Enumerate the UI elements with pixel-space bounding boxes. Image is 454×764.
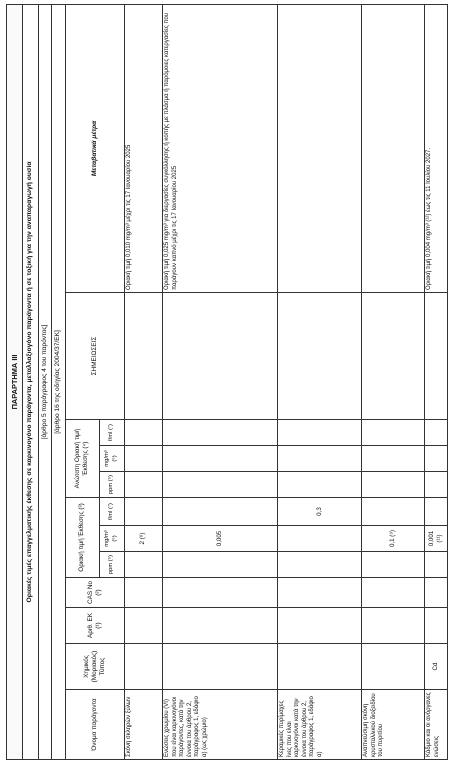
stel-mg-value (124, 446, 162, 472)
table-row (124, 4, 162, 759)
transitional-measure: Οριακή τιμή 0,025 mg/m³ για διεργασίες συγκόλλησης ή κοπής με πλάσμα ή παρόμοιες κατεργασίες που παράγουν καπνό μέχρι τις 17 Ιανουαρίου 2025 (163, 4, 278, 292)
oel-ppm-value (362, 552, 425, 578)
stel-mg-value (278, 446, 362, 472)
header-transitional: Μεταβατικά μέτρα (65, 4, 124, 292)
unit-stel-mg: mg/m³ (⁶) (99, 446, 124, 472)
ec-value (163, 608, 278, 644)
unit-stel-f: f/ml (⁷) (99, 420, 124, 446)
stel-f-value (278, 420, 362, 446)
cas-value (362, 578, 425, 608)
remarks-value (163, 293, 278, 420)
ec-value (425, 608, 448, 644)
chemical-formula (163, 644, 278, 690)
remarks-value (362, 293, 425, 420)
stel-ppm-value (124, 472, 162, 498)
remarks-value (124, 293, 162, 420)
transitional-measure: Οριακή τιμή 0,010 mg/m³ μέχρι τις 17 Ιανουαρίου 2025 (124, 4, 162, 292)
header-agent-name: Όνομα παράγοντα (65, 690, 124, 760)
header-cas-no: CAS No (²) (65, 578, 124, 608)
agent-name: Σκόνη σκληρών ξύλων (124, 690, 162, 760)
chemical-formula (278, 644, 362, 690)
unit-oel-mg: mg/m³ (⁶) (99, 526, 124, 552)
cas-value (278, 578, 362, 608)
reference-directive: [άρθρο 16 της οδηγίας 2004/37/ΕΚ] (52, 4, 66, 759)
header-ec-no: Αριθ. ΕΚ (¹) (65, 608, 124, 644)
table-row (278, 4, 362, 759)
stel-mg-value (425, 446, 448, 472)
header-remarks: ΣΗΜΕΙΩΣΕΙΣ (65, 293, 124, 420)
unit-oel-f: f/ml (⁷) (99, 498, 124, 526)
oel-ppm-value (278, 552, 362, 578)
agent-name: Αναπνεύσιμη σκόνη κρυσταλλικού διοξειδίου του πυριτίου (362, 690, 425, 760)
oel-f-value (362, 498, 425, 526)
agent-name: Κεραμικές πυρίμαχες ίνες που είναι καρκινογόνοι κατά την έννοια του άρθρου 2, παράγραφος 1, εδάφιο α) (278, 690, 362, 760)
chemical-formula (124, 644, 162, 690)
stel-ppm-value (163, 472, 278, 498)
annex-subtitle: Οριακές τιμές επαγγελματικής έκθεσης σε καρκινογόνο παράγοντα, μεταλλαξιογόνο παράγοντα ή σε τοξική για την αναπαραγωγή ουσία (22, 4, 38, 759)
stel-f-value (124, 420, 162, 446)
transitional-measure (278, 4, 362, 292)
oel-f-value (124, 498, 162, 526)
stel-ppm-value (278, 472, 362, 498)
oel-mg-value: 0,005 (163, 526, 278, 552)
header-oel: Οριακή τιμή Έκθεσης (³) (65, 498, 99, 578)
unit-stel-ppm: ppm (⁵) (99, 472, 124, 498)
cas-value (163, 578, 278, 608)
annex-title: ΠΑΡΑΡΤΗΜΑ III (7, 4, 23, 759)
header-chemical-type: Χημικός (Μοριακός) Τύπος (65, 644, 124, 690)
stel-f-value (163, 420, 278, 446)
table-row (163, 4, 278, 759)
stel-mg-value (362, 446, 425, 472)
stel-ppm-value (362, 472, 425, 498)
cas-value (124, 578, 162, 608)
ec-value (362, 608, 425, 644)
oel-mg-value: 0,001 (¹¹) (425, 526, 448, 552)
ec-value (278, 608, 362, 644)
stel-mg-value (163, 446, 278, 472)
agent-name: Κάδμιο και οι ανόργανες ενώσεις (425, 690, 448, 760)
stel-f-value (362, 420, 425, 446)
table-row (362, 4, 425, 759)
oel-mg-value (278, 526, 362, 552)
transitional-measure (362, 4, 425, 292)
oel-f-value (163, 498, 278, 526)
reference-article-5: [άρθρο 5 παράγραφος 4 του παρόντος] (38, 4, 52, 759)
limit-values-table (6, 4, 448, 760)
header-stel: Ανώτατη Οριακή τιμή Έκθεσης (⁴) (65, 420, 99, 498)
remarks-value (425, 293, 448, 420)
oel-ppm-value (124, 552, 162, 578)
chemical-formula (362, 644, 425, 690)
cas-value (425, 578, 448, 608)
oel-ppm-value (163, 552, 278, 578)
oel-f-value: 0,3 (278, 498, 362, 526)
oel-f-value (425, 498, 448, 526)
table-row (425, 4, 448, 759)
unit-oel-ppm: ppm (⁵) (99, 552, 124, 578)
oel-mg-value: 2 (⁸) (124, 526, 162, 552)
oel-ppm-value (425, 552, 448, 578)
remarks-value (278, 293, 362, 420)
chemical-formula: Cd (425, 644, 448, 690)
stel-f-value (425, 420, 448, 446)
oel-mg-value: 0,1 (⁹) (362, 526, 425, 552)
transitional-measure: Οριακή τιμή 0,004 mg/m³ (¹²) έως τις 11 Ιουλίου 2027. (425, 4, 448, 292)
agent-name: Ενώσεις χρωμίου (VI) που είναι καρκινογόνοι παράγοντες, κατά την έννοια του άρθρου 2, παράγραφος 1, εδάφιο α) (ως χρώμιο) (163, 690, 278, 760)
stel-ppm-value (425, 472, 448, 498)
ec-value (124, 608, 162, 644)
